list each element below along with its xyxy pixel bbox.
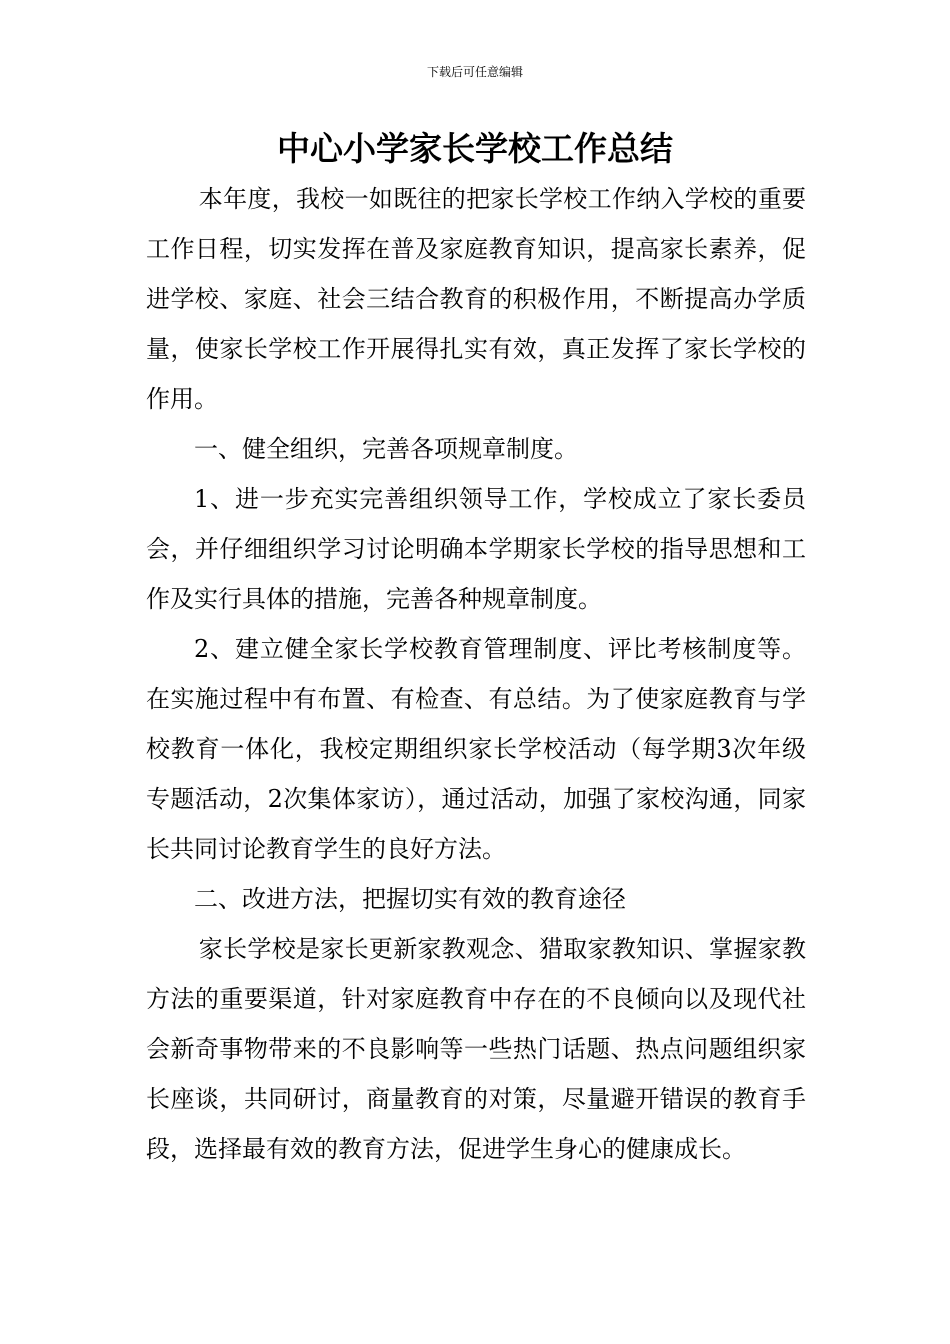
header-note: 下载后可任意编辑: [426, 65, 523, 79]
paragraph-section-2: 家长学校是家长更新家教观念、猎取家教知识、掌握家教方法的重要渠道，针对家庭教育中存在的不良倾向以及现代社会新奇事物带来的不良影响等一些热门话题、热点问题组织家长座谈，共同研讨，商量教育的对策，尽量避开错误的教育手段，选择最有效的教育方法，促进学生身心的健康成长。: [146, 935, 806, 1163]
document-title: 中心小学家长学校工作总结: [277, 129, 673, 168]
paragraph-item-1: 1、进一步充实完善组织领导工作，学校成立了家长委员会，并仔细组织学习讨论明确本学期家长学校的指导思想和工作及实行具体的措施，完善各种规章制度。: [146, 485, 806, 613]
section-heading-2: 二、改进方法，把握切实有效的教育途径: [194, 885, 626, 913]
paragraph-item-2: 2、建立健全家长学校教育管理制度、评比考核制度等。在实施过程中有布置、有检查、有总结。为了使家庭教育与学校教育一体化，我校定期组织家长学校活动（每学期3次年级专题活动，2次集体家访），通过活动，加强了家校沟通，同家长共同讨论教育学生的良好方法。: [146, 635, 806, 863]
section-heading-1: 一、健全组织，完善各项规章制度。: [194, 435, 578, 463]
paragraph-intro: 本年度，我校一如既往的把家长学校工作纳入学校的重要工作日程，切实发挥在普及家庭教育知识，提高家长素养，促进学校、家庭、社会三结合教育的积极作用，不断提高办学质量，使家长学校工作开展得扎实有效，真正发挥了家长学校的作用。: [146, 185, 806, 413]
document-body: [146, 174, 806, 1174]
